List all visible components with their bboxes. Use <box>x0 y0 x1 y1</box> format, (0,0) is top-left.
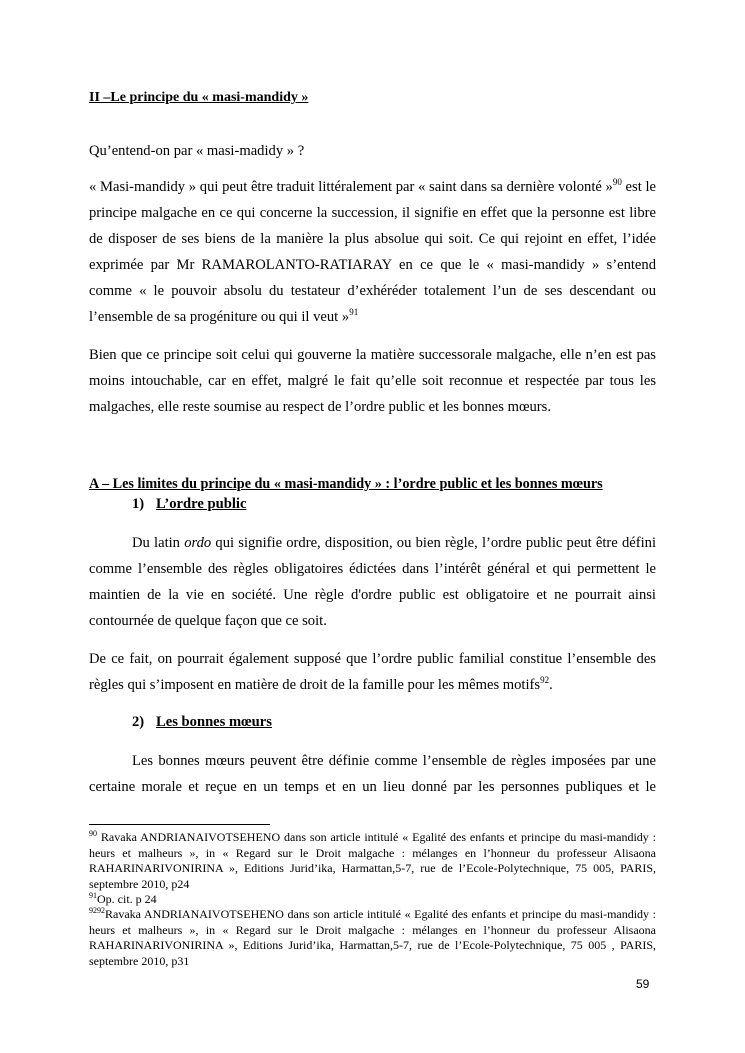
section-question: Qu’entend-on par « masi-madidy » ? <box>89 143 305 159</box>
paragraph-text: Du latin <box>132 535 185 551</box>
paragraph-masi-mandidy-definition <box>89 174 656 330</box>
paragraph-text: . <box>549 677 553 693</box>
footnote-ref-90: 90 <box>612 177 622 188</box>
footnote-separator <box>89 824 270 825</box>
footnote-91 <box>89 892 656 908</box>
list-item-ordre-public <box>132 496 699 513</box>
footnote-ref-92: 92 <box>540 675 550 686</box>
item-label: Les bonnes mœurs <box>156 714 272 730</box>
paragraph-text: qui signifie ordre, disposition, ou bien règle, l’ordre public peut être défini comme l’ensemble des règles obligatoires édictées dans l’intérêt général et qui permettent le maintien de la vie en société. Une règle d'ordre public est obligatoire et ne pourrait ainsi contournée de quelque façon que ce soit. <box>89 535 656 629</box>
item-number: 1) <box>132 496 145 512</box>
subsection-heading: A – Les limites du principe du « masi-mandidy » : l’ordre public et les bonnes mœurs <box>89 476 603 492</box>
paragraph-text: est le principe malgache en ce qui concerne la succession, il signifie en effet que la personne est libre de disposer de ses biens de la manière la plus absolue qui soit. Ce qui rejoint en effet, l’idée exprimée par Mr RAMAROLANTO-RATIARAY en ce que le « masi-mandidy » s’entend comme « le pouvoir absolu du testateur d’exhéréder totalement l’un de ses descendant ou l’ensemble de sa progéniture ou qui il veut » <box>89 179 656 325</box>
paragraph-text: De ce fait, on pourrait également supposé que l’ordre public familial constitue l’ensemble des règles qui s’imposent en matière de droit de la famille pour les mêmes motifs <box>89 651 656 693</box>
paragraph-principle-limits: Bien que ce principe soit celui qui gouverne la matière successorale malgache, elle n’en est pas moins intouchable, car en effet, malgré le fait qu’elle soit reconnue et respectée par tous les malgaches, elle reste soumise au respect de l’ordre public et les bonnes mœurs. <box>89 347 656 415</box>
page-number: 59 <box>636 977 650 991</box>
paragraph-ordre-public-familial <box>89 646 656 698</box>
footnote-ref-91: 91 <box>349 307 359 318</box>
italic-word: ordo <box>184 535 212 551</box>
footnote-text: Ravaka ANDRIANAIVOTSEHENO dans son article intitulé « Egalité des enfants et principe du masi-mandidy : heurs et malheurs », in « Regard sur le Droit malgache : mélanges en l’honneur du professeur Alisaona RAHARINARIVONIRINA », Editions Jurid’ika, Harmattan,5-7, rue de l’Ecole-Polytechnique, 75 005 , PARIS, septembre 2010, p31 <box>89 907 656 968</box>
footnote-90 <box>89 830 656 892</box>
paragraph-bonnes-moeurs: Les bonnes mœurs peuvent être définie comme l’ensemble de règles imposées par une certaine morale et reçue en un temps et en un lieu donné par les personnes publiques et le <box>89 753 656 795</box>
footnote-mark: 9292 <box>89 906 105 915</box>
footnote-mark: 90 <box>89 829 97 838</box>
footnote-mark: 91 <box>89 891 97 900</box>
paragraph-ordre-public <box>89 530 656 634</box>
footnote-text: Op. cit. p 24 <box>97 892 157 906</box>
footnote-92 <box>89 907 656 969</box>
paragraph-text: « Masi-mandidy » qui peut être traduit littéralement par « saint dans sa dernière volonté » <box>89 179 613 195</box>
list-item-bonnes-moeurs <box>132 714 699 731</box>
footnote-text: Ravaka ANDRIANAIVOTSEHENO dans son article intitulé « Egalité des enfants et principe du masi-mandidy : heurs et malheurs », in « Regard sur le Droit malgache : mélanges en l’honneur du professeur Alisaona RAHARINARIVONIRINA », Editions Jurid’ika, Harmattan,5-7, rue de l’Ecole-Polytechnique, 75 005, PARIS, septembre 2010, p24 <box>89 830 657 891</box>
item-label: L’ordre public <box>156 496 247 512</box>
item-number: 2) <box>132 714 145 730</box>
section-heading: II –Le principe du « masi-mandidy » <box>89 90 309 105</box>
